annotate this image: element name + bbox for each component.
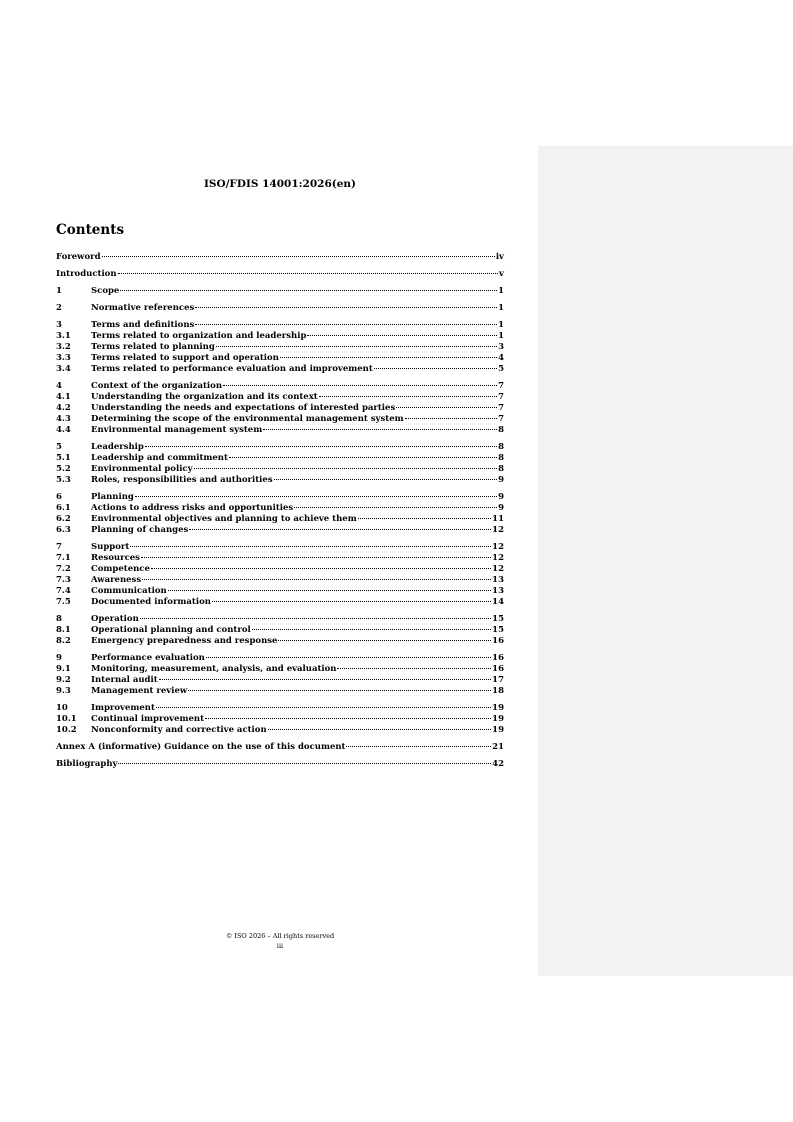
toc-entry-title: Bibliography xyxy=(56,759,118,769)
toc-entry-title: Improvement xyxy=(91,703,155,713)
toc-entry-page: 9 xyxy=(498,503,504,513)
toc-entry-number: 3.2 xyxy=(56,342,71,352)
dot-leader xyxy=(118,273,499,274)
toc-entry-title: Management review xyxy=(91,686,188,696)
toc-entry-number: 4.2 xyxy=(56,403,71,413)
toc-entry-number: 3.3 xyxy=(56,353,71,363)
dot-leader xyxy=(374,368,497,369)
toc-entry[interactable] xyxy=(56,759,504,770)
toc-entry-number: 8.2 xyxy=(56,636,71,646)
dot-leader xyxy=(358,518,491,519)
dot-leader xyxy=(307,335,497,336)
toc-entry-page: 7 xyxy=(498,381,504,391)
toc-entry[interactable] xyxy=(56,286,504,297)
toc-entry[interactable] xyxy=(56,575,504,586)
toc-entry[interactable] xyxy=(56,503,504,514)
toc-entry-number: 3.4 xyxy=(56,364,71,374)
toc-entry-title: Introduction xyxy=(56,269,117,279)
toc-entry-number: 10 xyxy=(56,703,68,713)
toc-entry[interactable] xyxy=(56,442,504,453)
dot-leader xyxy=(263,429,497,430)
dot-leader xyxy=(212,601,491,602)
toc-entry[interactable] xyxy=(56,342,504,353)
toc-entry[interactable] xyxy=(56,597,504,608)
toc-entry[interactable] xyxy=(56,403,504,414)
toc-entry-number: 5.2 xyxy=(56,464,71,474)
toc-entry-page: 12 xyxy=(492,564,504,574)
toc-entry-page: 7 xyxy=(498,403,504,413)
toc-entry-number: 3.1 xyxy=(56,331,71,341)
toc-entry[interactable] xyxy=(56,564,504,575)
toc-entry[interactable] xyxy=(56,525,504,536)
toc-entry-page: 8 xyxy=(498,453,504,463)
toc-entry[interactable] xyxy=(56,725,504,736)
toc-entry-number: 6.3 xyxy=(56,525,71,535)
toc-entry-title: Emergency preparedness and response xyxy=(91,636,278,646)
toc-entry-page: 9 xyxy=(498,492,504,502)
toc-entry-page: 1 xyxy=(498,331,504,341)
toc-entry-number: 4.3 xyxy=(56,414,71,424)
toc-entry-number: 9.2 xyxy=(56,675,71,685)
toc-entry-number: 7 xyxy=(56,542,62,552)
toc-entry[interactable] xyxy=(56,636,504,647)
toc-entry-title: Annex A (informative) Guidance on the use of this document xyxy=(56,742,346,752)
dot-leader xyxy=(141,557,491,558)
toc-entry-title: Support xyxy=(91,542,130,552)
toc-entry-title: Leadership and commitment xyxy=(91,453,228,463)
toc-entry-page: 4 xyxy=(498,353,504,363)
toc-entry-page: 14 xyxy=(492,597,504,607)
dot-leader xyxy=(195,324,497,325)
toc-entry[interactable] xyxy=(56,414,504,425)
toc-entry-number: 9 xyxy=(56,653,62,663)
toc-entry[interactable] xyxy=(56,586,504,597)
toc-entry-number: 5.3 xyxy=(56,475,71,485)
dot-leader xyxy=(159,679,492,680)
toc-entry-title: Foreword xyxy=(56,252,101,262)
toc-entry-page: 17 xyxy=(492,675,504,685)
toc-entry[interactable] xyxy=(56,686,504,697)
toc-entry-page: 16 xyxy=(492,636,504,646)
toc-entry[interactable] xyxy=(56,553,504,564)
toc-entry-number: 7.4 xyxy=(56,586,71,596)
dot-leader xyxy=(319,396,497,397)
toc-entry[interactable] xyxy=(56,703,504,714)
toc-entry-number: 2 xyxy=(56,303,62,313)
toc-entry-page: 13 xyxy=(492,575,504,585)
toc-entry-title: Nonconformity and corrective action xyxy=(91,725,267,735)
toc-entry-number: 3 xyxy=(56,320,62,330)
page-footer xyxy=(0,931,560,951)
toc-entry-number: 5 xyxy=(56,442,62,452)
toc-entry-page: 1 xyxy=(498,303,504,313)
dot-leader xyxy=(223,385,497,386)
toc-entry-title: Roles, responsibilities and authorities xyxy=(91,475,273,485)
toc-entry-number: 7.5 xyxy=(56,597,71,607)
toc-entry-title: Performance evaluation xyxy=(91,653,205,663)
toc-entry-page: 11 xyxy=(492,514,504,524)
toc-entry-number: 10.1 xyxy=(56,714,77,724)
toc-entry-page: 5 xyxy=(498,364,504,374)
dot-leader xyxy=(140,618,491,619)
toc-entry-page: 3 xyxy=(498,342,504,352)
toc-entry-page: 9 xyxy=(498,475,504,485)
toc-entry-number: 6 xyxy=(56,492,62,502)
toc-entry-number: 4.1 xyxy=(56,392,71,402)
toc-entry-title: Planning of changes xyxy=(91,525,189,535)
toc-entry-page: 19 xyxy=(492,703,504,713)
document-id: ISO/FDIS 14001:2026(en) xyxy=(203,178,357,190)
toc-entry-title: Context of the organization xyxy=(91,381,223,391)
toc-entry-number: 8 xyxy=(56,614,62,624)
toc-entry[interactable] xyxy=(56,653,504,664)
dot-leader xyxy=(194,468,498,469)
toc-entry-title: Operational planning and control xyxy=(91,625,251,635)
toc-entry[interactable] xyxy=(56,353,504,364)
toc-entry-page: 21 xyxy=(492,742,504,752)
dot-leader xyxy=(120,290,497,291)
toc-entry-page: 7 xyxy=(498,392,504,402)
dot-leader xyxy=(268,729,492,730)
dot-leader xyxy=(135,496,497,497)
dot-leader xyxy=(102,256,495,257)
toc-entry-page: 16 xyxy=(492,664,504,674)
comment-pane xyxy=(538,146,793,976)
toc-entry-title: Monitoring, measurement, analysis, and evaluation xyxy=(91,664,337,674)
toc-entry-page: 7 xyxy=(498,414,504,424)
toc-entry-title: Resources xyxy=(91,553,140,563)
dot-leader xyxy=(195,307,497,308)
dot-leader xyxy=(168,590,491,591)
dot-leader xyxy=(337,668,491,669)
toc-entry-number: 1 xyxy=(56,286,62,296)
toc-entry[interactable] xyxy=(56,392,504,403)
toc-entry-title: Terms related to planning xyxy=(91,342,215,352)
toc-entry-page: 1 xyxy=(498,286,504,296)
toc-entry-number: 10.2 xyxy=(56,725,77,735)
toc-entry-number: 8.1 xyxy=(56,625,71,635)
dot-leader xyxy=(188,690,491,691)
dot-leader xyxy=(189,529,491,530)
toc-entry[interactable] xyxy=(56,475,504,486)
toc-entry-title: Communication xyxy=(91,586,167,596)
dot-leader xyxy=(151,568,491,569)
dot-leader xyxy=(294,507,497,508)
toc-entry-page: 18 xyxy=(492,686,504,696)
dot-leader xyxy=(130,546,491,547)
toc-entry-number: 6.1 xyxy=(56,503,71,513)
toc-entry[interactable] xyxy=(56,664,504,675)
toc-entry-number: 7.3 xyxy=(56,575,71,585)
table-of-contents xyxy=(56,252,504,770)
toc-entry-page: 8 xyxy=(498,425,504,435)
toc-entry-page: 8 xyxy=(498,442,504,452)
toc-entry-title: Determining the scope of the environmental management system xyxy=(91,414,404,424)
toc-entry[interactable] xyxy=(56,614,504,625)
toc-entry-number: 7.1 xyxy=(56,553,71,563)
dot-leader xyxy=(206,657,491,658)
toc-entry-number: 9.1 xyxy=(56,664,71,674)
toc-entry[interactable] xyxy=(56,320,504,331)
dot-leader xyxy=(278,640,491,641)
toc-entry-title: Scope xyxy=(91,286,120,296)
toc-entry-title: Documented information xyxy=(91,597,211,607)
toc-entry-page: 19 xyxy=(492,725,504,735)
toc-entry-title: Environmental policy xyxy=(91,464,193,474)
toc-entry-title: Terms and definitions xyxy=(91,320,195,330)
toc-entry-number: 9.3 xyxy=(56,686,71,696)
toc-entry-title: Planning xyxy=(91,492,134,502)
dot-leader xyxy=(252,629,491,630)
dot-leader xyxy=(405,418,497,419)
toc-entry-number: 6.2 xyxy=(56,514,71,524)
toc-entry[interactable] xyxy=(56,714,504,725)
page-number: iii xyxy=(276,942,284,950)
toc-entry-number: 7.2 xyxy=(56,564,71,574)
toc-entry-number: 5.1 xyxy=(56,453,71,463)
toc-entry[interactable] xyxy=(56,542,504,553)
toc-entry-page: 13 xyxy=(492,586,504,596)
toc-entry-number: 4 xyxy=(56,381,62,391)
dot-leader xyxy=(274,479,497,480)
toc-entry[interactable] xyxy=(56,675,504,686)
toc-entry-title: Actions to address risks and opportunities xyxy=(91,503,294,513)
toc-entry[interactable] xyxy=(56,381,504,392)
toc-entry[interactable] xyxy=(56,492,504,503)
dot-leader xyxy=(346,746,491,747)
toc-entry[interactable] xyxy=(56,425,504,436)
toc-entry-title: Understanding the organization and its context xyxy=(91,392,318,402)
dot-leader xyxy=(216,346,497,347)
toc-entry[interactable] xyxy=(56,252,504,263)
toc-entry[interactable] xyxy=(56,625,504,636)
toc-entry-title: Competence xyxy=(91,564,150,574)
toc-entry-title: Environmental management system xyxy=(91,425,263,435)
toc-entry-page: 19 xyxy=(492,714,504,724)
dot-leader xyxy=(396,407,497,408)
toc-entry-title: Continual improvement xyxy=(91,714,204,724)
toc-entry-title: Awareness xyxy=(91,575,142,585)
toc-entry-page: 12 xyxy=(492,542,504,552)
contents-title: Contents xyxy=(56,222,125,238)
toc-entry-title: Internal audit xyxy=(91,675,158,685)
toc-entry-title: Operation xyxy=(91,614,139,624)
toc-entry[interactable] xyxy=(56,303,504,314)
dot-leader xyxy=(280,357,497,358)
toc-entry-title: Understanding the needs and expectations of interested parties xyxy=(91,403,396,413)
dot-leader xyxy=(229,457,497,458)
dot-leader xyxy=(142,579,491,580)
toc-entry[interactable] xyxy=(56,364,504,375)
toc-entry-page: 1 xyxy=(498,320,504,330)
toc-entry-title: Terms related to organization and leadership xyxy=(91,331,307,341)
toc-entry-page: 42 xyxy=(492,759,504,769)
toc-entry[interactable] xyxy=(56,331,504,342)
toc-entry[interactable] xyxy=(56,464,504,475)
toc-entry-number: 4.4 xyxy=(56,425,71,435)
copyright-notice: © ISO 2026 – All rights reserved xyxy=(225,932,335,940)
dot-leader xyxy=(145,446,497,447)
toc-entry-page: 8 xyxy=(498,464,504,474)
toc-entry-page: iv xyxy=(495,252,504,262)
toc-entry[interactable] xyxy=(56,514,504,525)
toc-entry-page: 16 xyxy=(492,653,504,663)
toc-entry[interactable] xyxy=(56,453,504,464)
toc-entry[interactable] xyxy=(56,269,504,280)
toc-entry-page: 15 xyxy=(492,614,504,624)
toc-entry-page: v xyxy=(499,269,504,279)
toc-entry-page: 12 xyxy=(492,553,504,563)
toc-entry[interactable] xyxy=(56,742,504,753)
toc-entry-page: 12 xyxy=(492,525,504,535)
toc-entry-page: 15 xyxy=(492,625,504,635)
toc-entry-title: Terms related to performance evaluation and improvement xyxy=(91,364,373,374)
toc-entry-title: Terms related to support and operation xyxy=(91,353,279,363)
toc-entry-title: Normative references xyxy=(91,303,195,313)
dot-leader xyxy=(156,707,491,708)
dot-leader xyxy=(205,718,491,719)
toc-entry-title: Environmental objectives and planning to achieve them xyxy=(91,514,357,524)
toc-entry-title: Leadership xyxy=(91,442,144,452)
dot-leader xyxy=(118,763,491,764)
